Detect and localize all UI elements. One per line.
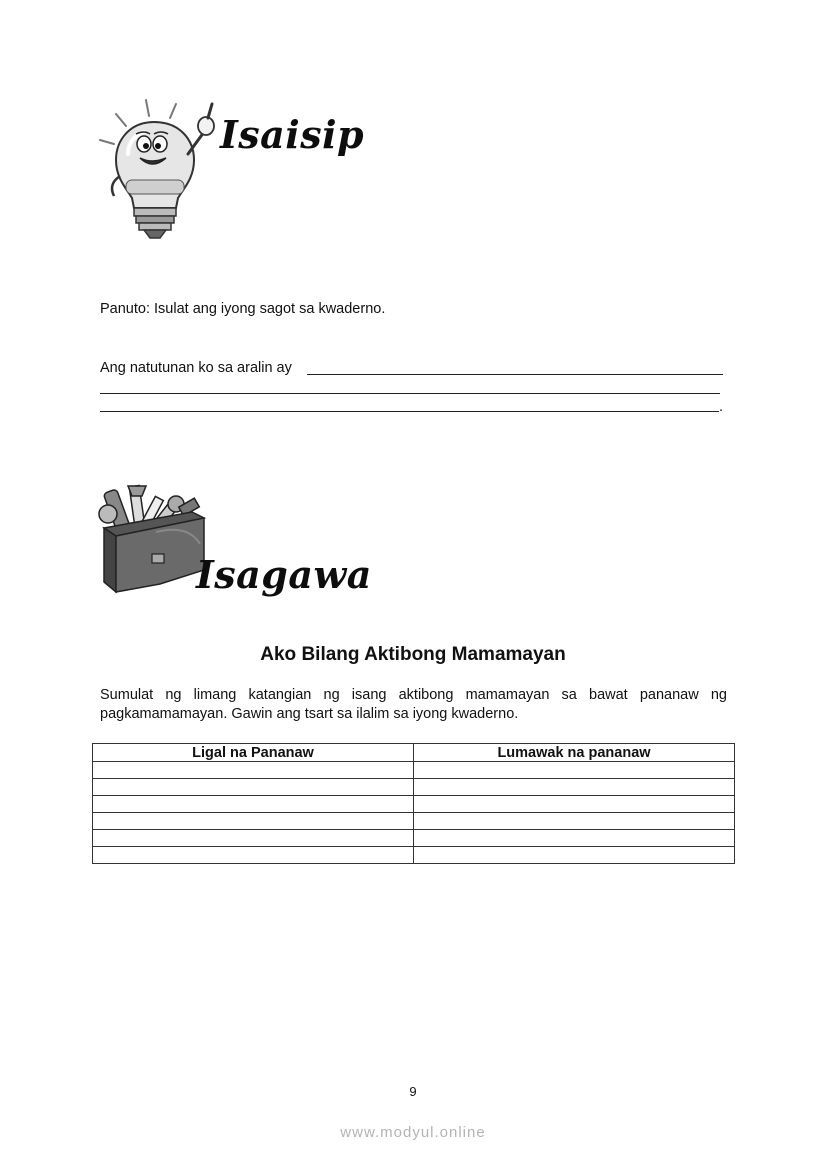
table-cell[interactable] <box>93 830 414 847</box>
table-row <box>93 847 735 864</box>
answer-end-mark: . <box>719 399 724 415</box>
header-lumawak-na-pananaw: Lumawak na pananaw <box>414 744 735 762</box>
table-cell[interactable] <box>414 762 735 779</box>
watermark: www.modyul.online <box>340 1124 486 1141</box>
table-row <box>93 813 735 830</box>
isaisip-title: Isaisip <box>220 112 365 157</box>
table-row <box>93 796 735 813</box>
isaisip-instruction: Panuto: Isulat ang iyong sagot sa kwaderno. <box>100 301 386 317</box>
table-cell[interactable] <box>93 779 414 796</box>
table-cell[interactable] <box>414 830 735 847</box>
answer-line-1[interactable] <box>307 374 723 375</box>
toolbox-icon <box>96 484 208 598</box>
isaisip-header <box>96 96 396 246</box>
table-cell[interactable] <box>414 779 735 796</box>
isagawa-header <box>96 484 396 600</box>
table-cell[interactable] <box>93 762 414 779</box>
perspective-chart <box>92 743 735 864</box>
activity-instructions: Sumulat ng limang katangian ng isang aktibong mamamayan sa bawat pananaw ng pagkamamamayan. Gawin ang tsart sa ilalim sa iyong kwaderno. <box>100 687 727 722</box>
chart-header-row <box>93 744 735 762</box>
page-number: 9 <box>409 1084 417 1099</box>
lightbulb-mascot-icon <box>96 96 216 241</box>
table-row <box>93 779 735 796</box>
table-cell[interactable] <box>414 796 735 813</box>
table-row <box>93 762 735 779</box>
answer-line-2[interactable] <box>100 393 720 394</box>
table-cell[interactable] <box>414 813 735 830</box>
isaisip-prompt: Ang natutunan ko sa aralin ay <box>100 360 292 376</box>
table-row <box>93 830 735 847</box>
activity-title: Ako Bilang Aktibong Mamamayan <box>260 644 566 665</box>
header-ligal-na-pananaw: Ligal na Pananaw <box>93 744 414 762</box>
answer-line-3[interactable] <box>100 411 719 412</box>
table-cell[interactable] <box>414 847 735 864</box>
isagawa-title: Isagawa <box>196 552 372 597</box>
table-cell[interactable] <box>93 796 414 813</box>
table-cell[interactable] <box>93 813 414 830</box>
table-cell[interactable] <box>93 847 414 864</box>
